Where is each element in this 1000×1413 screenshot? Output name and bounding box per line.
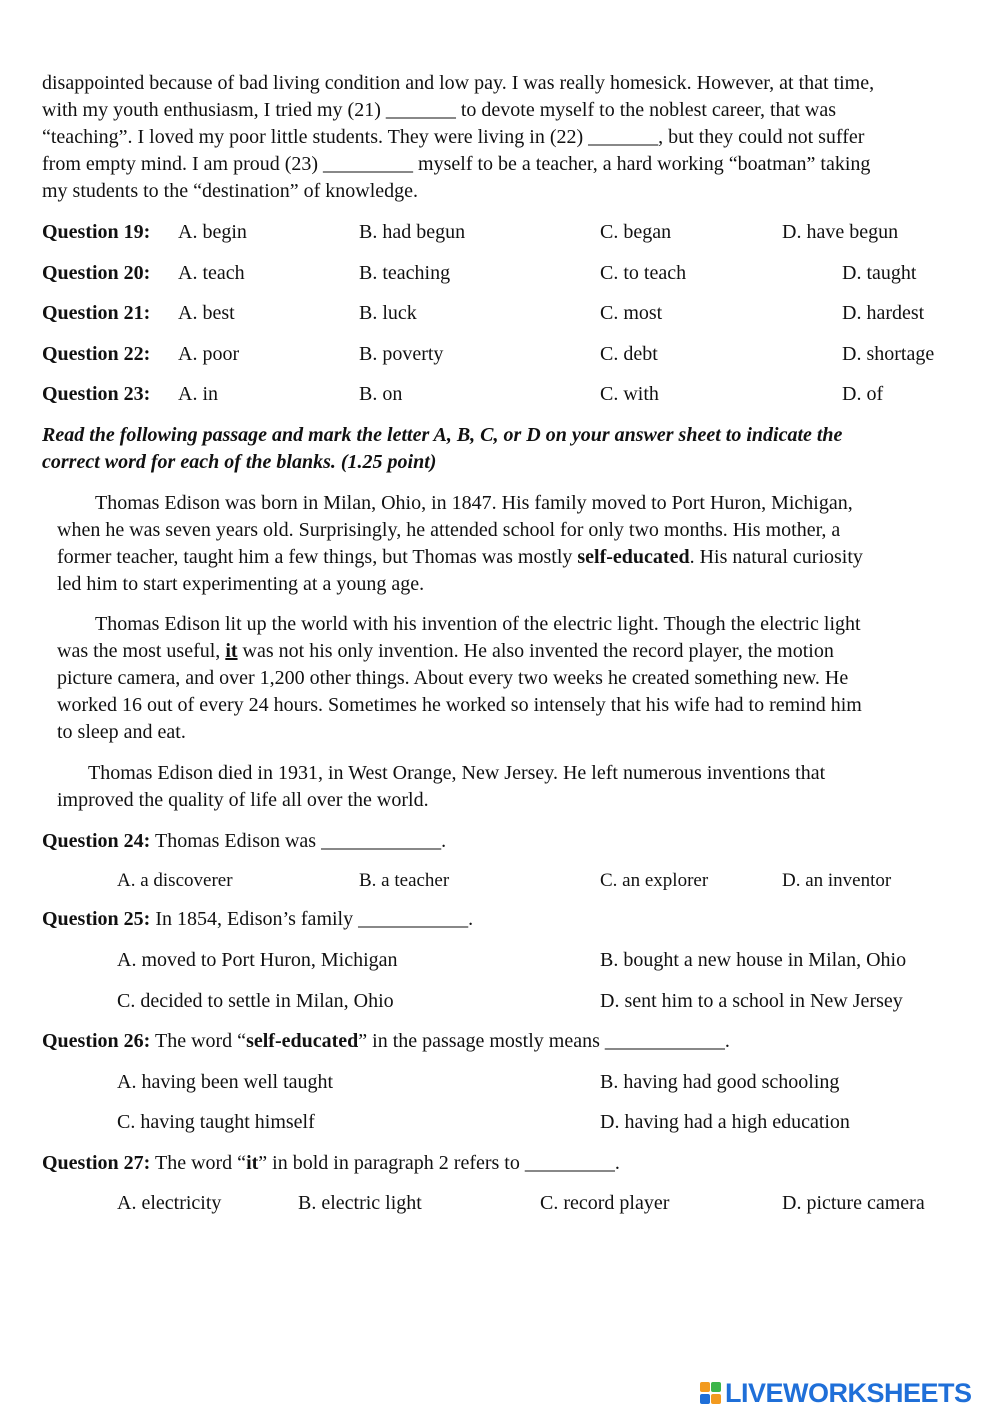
option-d[interactable]: D. hardest: [842, 302, 925, 324]
option-c[interactable]: C. most: [600, 302, 663, 324]
option-a[interactable]: A. moved to Port Huron, Michigan: [117, 949, 398, 971]
option-a[interactable]: A. in: [178, 383, 218, 405]
question-text: ” in the passage mostly means ____________.: [358, 1030, 730, 1052]
passage-line: my students to the “destination” of knowledge.: [42, 180, 419, 202]
liveworksheets-logo-icon: [700, 1381, 722, 1405]
edison-p2-line: [57, 638, 834, 665]
question-label: Question 21:: [42, 302, 151, 324]
passage-line: from empty mind. I am proud (23) _________ myself to be a teacher, a hard working “boatman” taking: [42, 153, 871, 175]
edison-p1-line: led him to start experimenting at a young age.: [57, 573, 425, 595]
option-b[interactable]: B. on: [359, 383, 403, 405]
option-b[interactable]: B. bought a new house in Milan, Ohio: [600, 949, 907, 971]
edison-p1-line: Thomas Edison was born in Milan, Ohio, in 1847. His family moved to Port Huron, Michigan,: [95, 492, 853, 514]
question-26-stem: [42, 1028, 730, 1055]
question-keyword: self-educated: [246, 1030, 359, 1052]
option-d[interactable]: D. picture camera: [782, 1192, 925, 1214]
option-c[interactable]: C. an explorer: [600, 870, 709, 891]
option-b[interactable]: B. electric light: [298, 1192, 422, 1214]
instruction-line: correct word for each of the blanks. (1.25 point): [42, 451, 437, 473]
question-text: The word “: [150, 1030, 247, 1052]
question-label: Question 20:: [42, 262, 151, 284]
option-b[interactable]: B. a teacher: [359, 870, 450, 891]
option-d[interactable]: D. taught: [842, 262, 917, 284]
self-educated-word: self-educated: [577, 546, 690, 568]
option-b[interactable]: B. having had good schooling: [600, 1071, 840, 1093]
question-24-stem: [42, 828, 446, 855]
option-a[interactable]: A. electricity: [117, 1192, 222, 1214]
option-c[interactable]: C. began: [600, 221, 672, 243]
option-d[interactable]: D. an inventor: [782, 870, 892, 891]
question-label: Question 27:: [42, 1152, 151, 1174]
question-label: Question 23:: [42, 383, 151, 405]
option-c[interactable]: C. having taught himself: [117, 1111, 315, 1133]
option-b[interactable]: B. poverty: [359, 343, 444, 365]
liveworksheets-logo: [700, 1378, 972, 1408]
edison-p1-line: when he was seven years old. Surprisingly, he attended school for only two months. His mother, a: [57, 519, 841, 541]
edison-p2-line: worked 16 out of every 24 hours. Sometimes he worked so intensely that his wife had to remind him: [57, 694, 862, 716]
edison-p1-line: [57, 544, 863, 571]
option-b[interactable]: B. luck: [359, 302, 417, 324]
option-a[interactable]: A. begin: [178, 221, 247, 243]
question-text: The word “: [150, 1152, 247, 1174]
edison-p1-text: . His natural curiosity: [689, 546, 863, 568]
option-d[interactable]: D. of: [842, 383, 884, 405]
it-word: it: [225, 640, 238, 662]
question-label: Question 19:: [42, 221, 151, 243]
option-d[interactable]: D. sent him to a school in New Jersey: [600, 990, 903, 1012]
option-d[interactable]: D. having had a high education: [600, 1111, 850, 1133]
question-25-stem: [42, 906, 473, 933]
edison-p1-text: former teacher, taught him a few things, but Thomas was mostly: [57, 546, 578, 568]
edison-p3-line: improved the quality of life all over the world.: [57, 789, 429, 811]
option-c[interactable]: C. to teach: [600, 262, 687, 284]
question-keyword: it: [246, 1152, 259, 1174]
edison-p2-line: to sleep and eat.: [57, 721, 186, 743]
question-label: Question 25:: [42, 908, 151, 930]
edison-p2-text: was the most useful,: [57, 640, 226, 662]
option-c[interactable]: C. decided to settle in Milan, Ohio: [117, 990, 394, 1012]
question-label: Question 26:: [42, 1030, 151, 1052]
passage-line: “teaching”. I loved my poor little students. They were living in (22) _______, but they could not suffer: [42, 126, 865, 148]
option-a[interactable]: A. a discoverer: [117, 870, 233, 891]
instruction-line: Read the following passage and mark the letter A, B, C, or D on your answer sheet to indicate the: [42, 424, 843, 446]
question-label: Question 22:: [42, 343, 151, 365]
option-c[interactable]: C. debt: [600, 343, 658, 365]
option-b[interactable]: B. had begun: [359, 221, 466, 243]
edison-p3-line: Thomas Edison died in 1931, in West Orange, New Jersey. He left numerous inventions that: [88, 762, 826, 784]
passage-line: with my youth enthusiasm, I tried my (21) _______ to devote myself to the noblest career, that was: [42, 99, 837, 121]
option-d[interactable]: D. shortage: [842, 343, 935, 365]
question-text: In 1854, Edison’s family ___________.: [150, 908, 474, 930]
question-27-stem: [42, 1150, 620, 1177]
option-b[interactable]: B. teaching: [359, 262, 451, 284]
edison-p2-text: was not his only invention. He also invented the record player, the motion: [237, 640, 834, 662]
option-a[interactable]: A. poor: [178, 343, 240, 365]
question-label: Question 24:: [42, 830, 151, 852]
passage-line: disappointed because of bad living condition and low pay. I was really homesick. However, at that time,: [42, 72, 875, 94]
option-c[interactable]: C. with: [600, 383, 659, 405]
question-text: Thomas Edison was ____________.: [150, 830, 447, 852]
question-text: ” in bold in paragraph 2 refers to _________.: [258, 1152, 620, 1174]
option-a[interactable]: A. best: [178, 302, 235, 324]
option-a[interactable]: A. teach: [178, 262, 245, 284]
edison-p2-line: Thomas Edison lit up the world with his invention of the electric light. Though the electric light: [95, 613, 861, 635]
option-a[interactable]: A. having been well taught: [117, 1071, 334, 1093]
option-c[interactable]: C. record player: [540, 1192, 670, 1214]
liveworksheets-logo-text: LIVEWORKSHEETS: [725, 1377, 972, 1408]
edison-p2-line: picture camera, and over 1,200 other things. About every two weeks he created something new. He: [57, 667, 849, 689]
option-d[interactable]: D. have begun: [782, 221, 899, 243]
